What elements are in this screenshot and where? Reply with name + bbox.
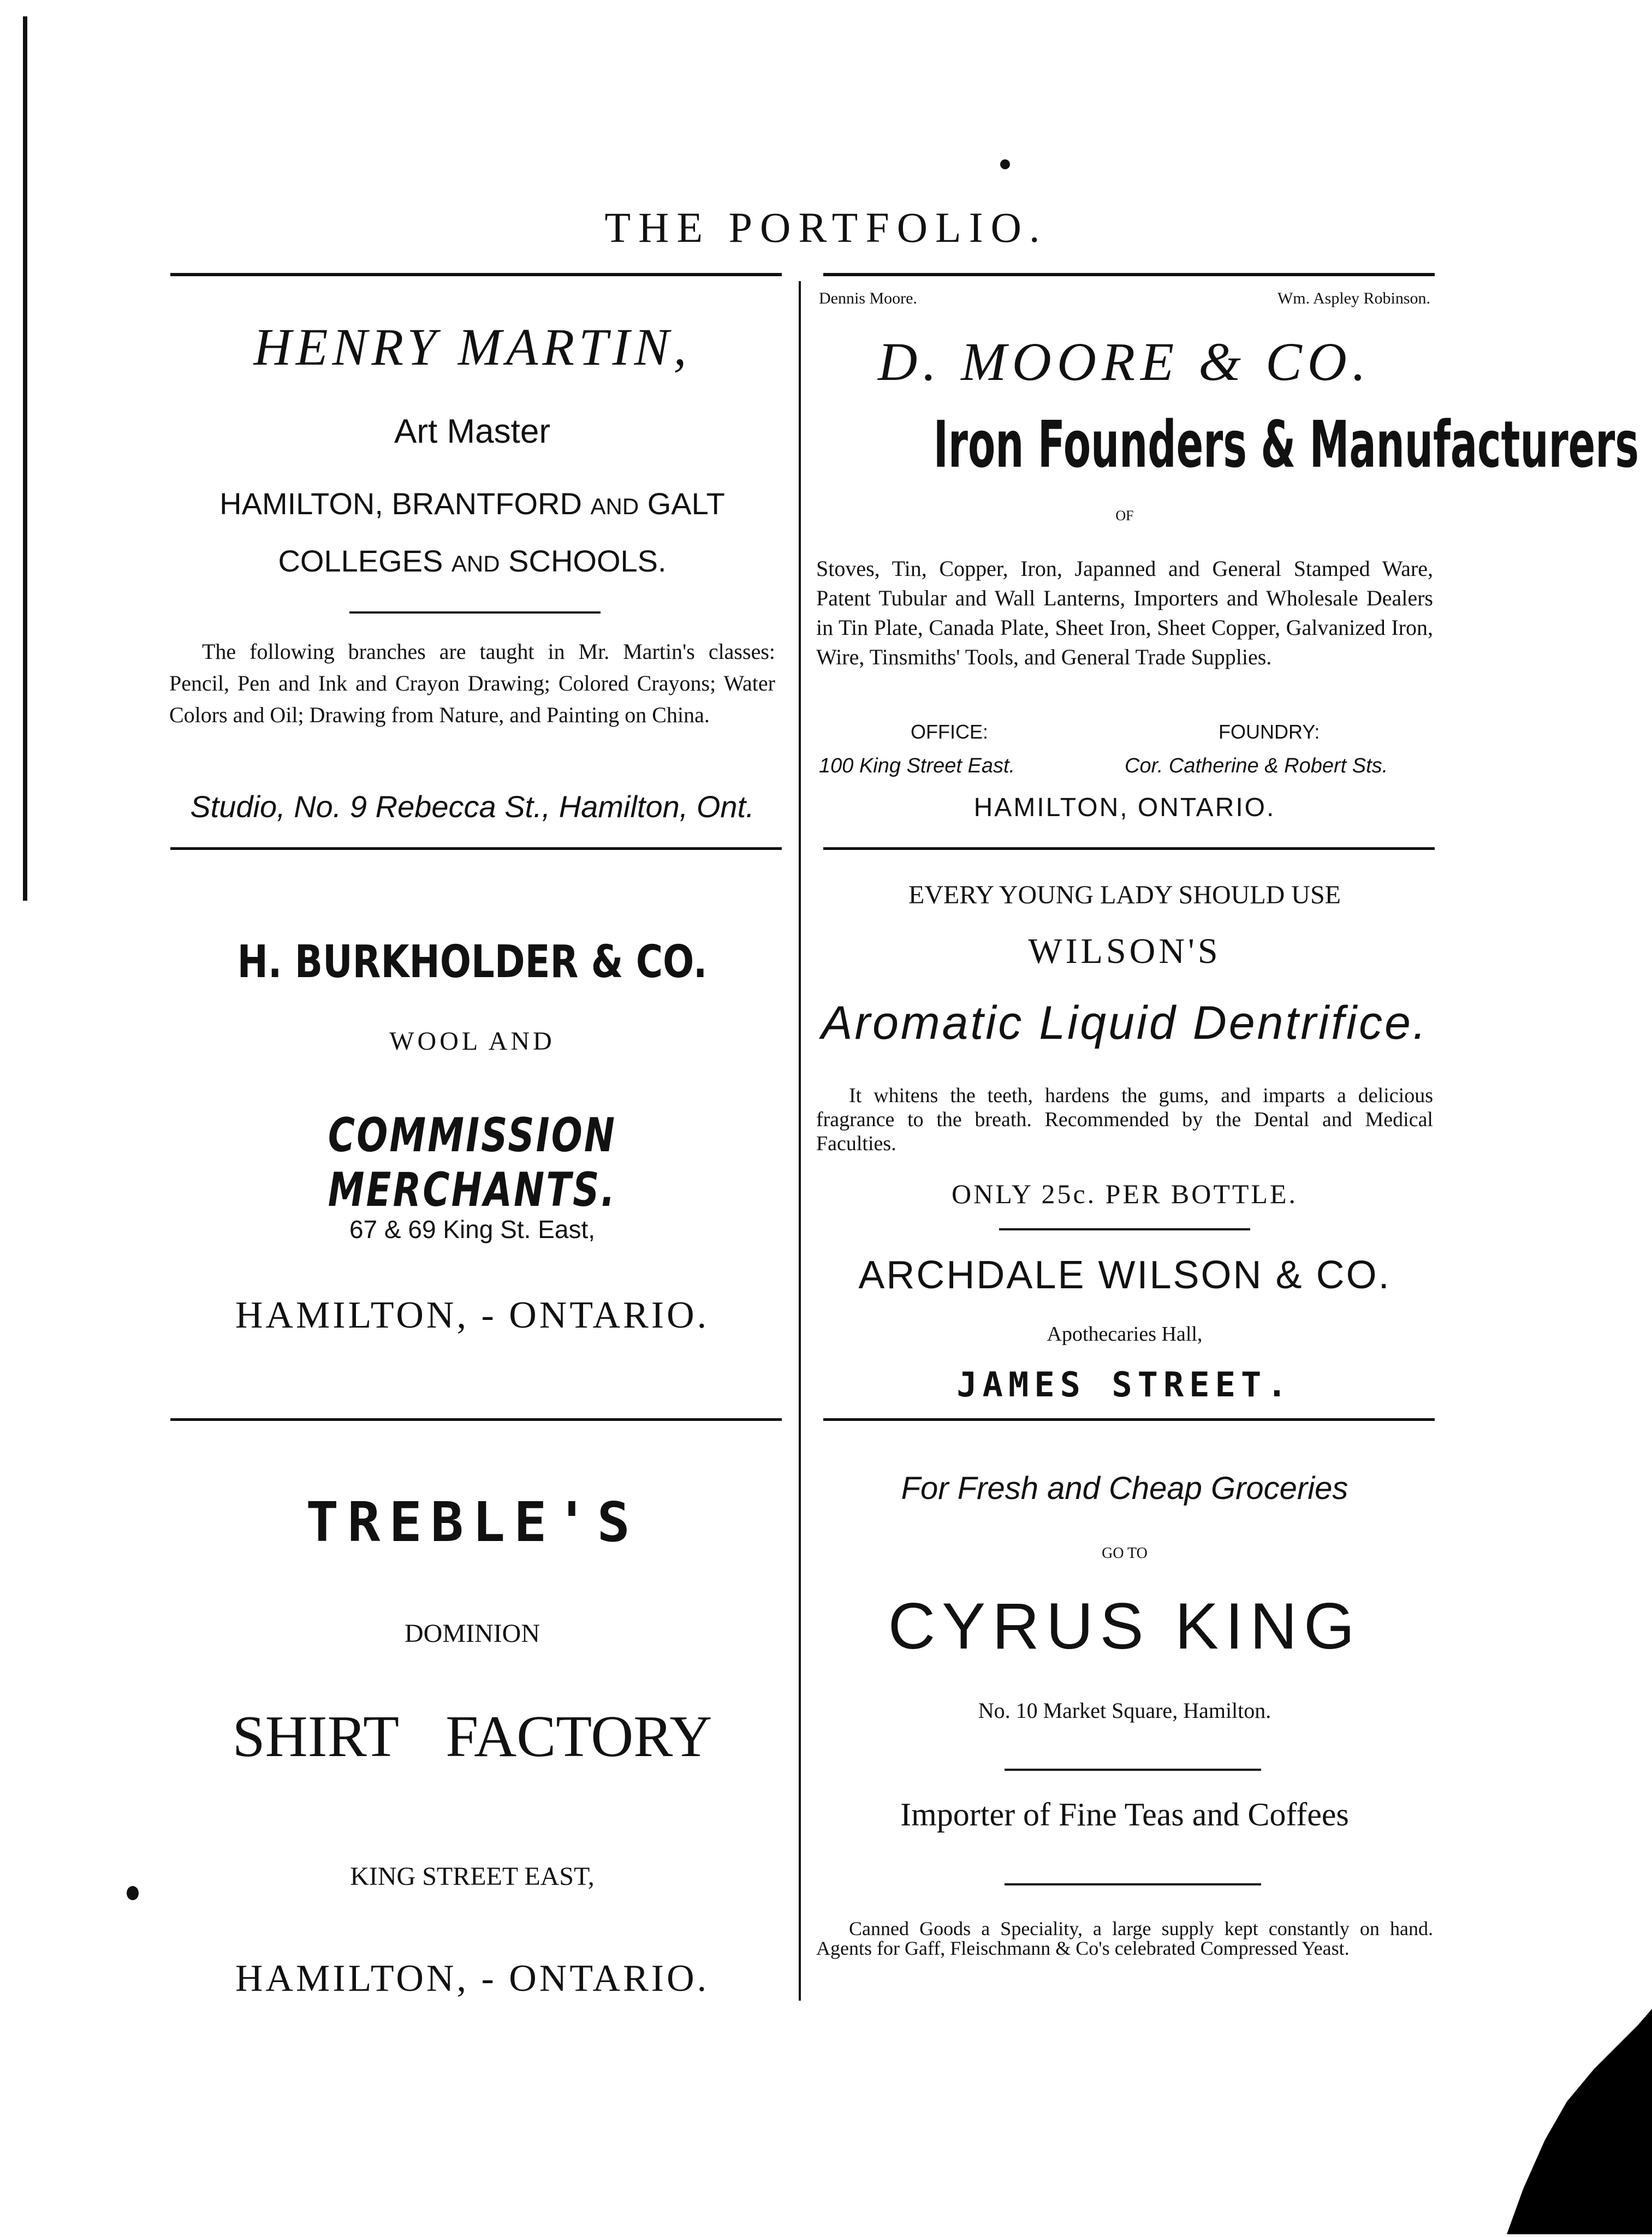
martin-line1-and: AND — [590, 493, 639, 519]
header-rule-left — [170, 273, 782, 276]
wilson-hall: Apothecaries Hall, — [1047, 1323, 1203, 1346]
martin-line2-a: COLLEGES — [278, 544, 451, 578]
treble-city: HAMILTON, - ONTARIO. — [235, 1958, 710, 2000]
moore-body: Stoves, Tin, Copper, Iron, Japanned and General Stamped Ware, Patent Tubular and Wall Lanterns, Importers and Wholesale Dealers in Tin Plate, Canada Plate, Sheet Iron, Sheet Copper, Galvanized Iron, Wire, Tinsmiths' Tools, and General Trade Supplies. — [816, 556, 1433, 669]
header-rule-right — [823, 273, 1435, 276]
king-intro: For Fresh and Cheap Groceries — [901, 1471, 1348, 1506]
martin-studio: Studio, No. 9 Rebecca St., Hamilton, Ont. — [190, 789, 754, 824]
moore-foundry-label: FOUNDRY: — [1219, 721, 1320, 743]
martin-role: Art Master — [394, 413, 550, 450]
king-name: CYRUS KING — [888, 1590, 1362, 1663]
martin-colleges-line — [164, 486, 781, 521]
martin-body: The following branches are taught in Mr. Martin's classes: Pencil, Pen and Ink and Crayon Drawing; Colored Crayons; Water Colors and Oil; Drawing from Nature, and Painting on China. — [169, 639, 775, 727]
king-goto: GO TO — [1102, 1545, 1148, 1562]
scan-dot — [1000, 159, 1010, 169]
section-rule-right-2 — [823, 1418, 1435, 1421]
burkholder-name: H. BURKHOLDER & CO. — [237, 936, 708, 988]
wilson-divider — [999, 1228, 1250, 1230]
treble-line1: DOMINION — [405, 1619, 540, 1648]
moore-partner-left: Dennis Moore. — [819, 289, 917, 307]
wilson-street: JAMES STREET. — [956, 1365, 1293, 1405]
treble-address: KING STREET EAST, — [350, 1862, 595, 1891]
martin-line2-and: AND — [451, 551, 500, 576]
king-divider-2 — [1005, 1883, 1261, 1885]
king-address: No. 10 Market Square, Hamilton. — [978, 1698, 1271, 1723]
burkholder-address: 67 & 69 King St. East, — [349, 1215, 596, 1244]
martin-name: HENRY MARTIN, — [253, 318, 691, 376]
treble-line2: SHIRT FACTORY — [232, 1704, 712, 1769]
wilson-intro: EVERY YOUNG LADY SHOULD USE — [908, 880, 1341, 909]
wilson-brand: WILSON'S — [1028, 931, 1221, 971]
moore-office-label: OFFICE: — [911, 721, 988, 743]
moore-of: OF — [1115, 508, 1134, 523]
king-divider-1 — [1005, 1769, 1261, 1771]
burkholder-line2: COMMISSION MERCHANTS. — [328, 1108, 617, 1217]
scan-dot — [127, 1886, 139, 1900]
section-rule-left-2 — [170, 1418, 782, 1421]
burkholder-line1: WOOL AND — [389, 1027, 555, 1056]
moore-city: HAMILTON, ONTARIO. — [973, 793, 1276, 822]
section-rule-right-1 — [823, 847, 1435, 850]
scan-edge-line — [23, 16, 27, 901]
wilson-body: It whitens the teeth, hardens the gums, and imparts a delicious fragrance to the breath. Recommended by the Dental and Medical Faculties. — [816, 1084, 1433, 1155]
column-divider — [799, 281, 801, 2001]
moore-trade: Iron Founders & Manufacturers — [933, 407, 1639, 482]
wilson-price: ONLY 25c. PER BOTTLE. — [951, 1179, 1298, 1209]
martin-schools-line — [164, 543, 781, 579]
section-rule-left-1 — [170, 847, 782, 850]
martin-line1-b: GALT — [639, 486, 725, 521]
king-importer: Importer of Fine Teas and Coffees — [900, 1796, 1349, 1833]
wilson-product: Aromatic Liquid Dentrifice. — [821, 997, 1428, 1049]
burkholder-city: HAMILTON, - ONTARIO. — [235, 1294, 710, 1336]
page-title: THE PORTFOLIO. — [604, 204, 1048, 251]
treble-name: TREBLE'S — [306, 1490, 639, 1554]
moore-partner-right: Wm. Aspley Robinson. — [1277, 289, 1430, 307]
wilson-seller: ARCHDALE WILSON & CO. — [858, 1253, 1391, 1297]
martin-divider — [349, 611, 601, 614]
moore-foundry-address: Cor. Catherine & Robert Sts. — [1125, 754, 1388, 777]
martin-line2-b: SCHOOLS. — [500, 544, 667, 578]
torn-corner — [1507, 2009, 1652, 2234]
moore-name: D. MOORE & CO. — [878, 331, 1371, 392]
moore-office-address: 100 King Street East. — [819, 754, 1015, 777]
king-body: Canned Goods a Speciality, a large supply kept constantly on hand. Agents for Gaff, Fleischmann & Co's celebrated Compressed Yeast. — [816, 1918, 1433, 1959]
martin-line1-a: HAMILTON, BRANTFORD — [219, 486, 591, 521]
